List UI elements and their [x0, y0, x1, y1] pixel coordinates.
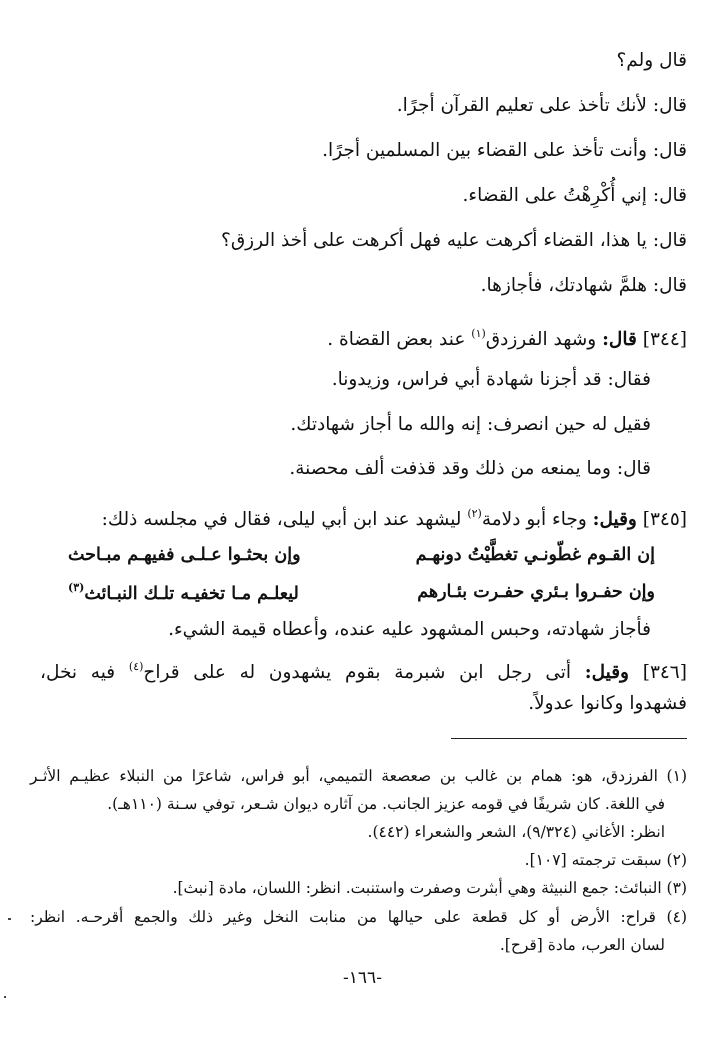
footnote-ref: (١) — [471, 327, 486, 340]
footnote-ref: (٢) — [467, 507, 482, 520]
text-line-1: قال ولم؟ — [616, 50, 687, 71]
footnote-3: (٣) النبائث: جمع النبيثة وهي أبثرت وصفرت واستنبت. انظر: اللسان، مادة [نبث]. — [172, 879, 687, 897]
entry-345 — [40, 500, 687, 534]
entry-text: فيه نخل، — [40, 662, 116, 683]
verse-2-first-hemistich: وإن حفـروا بـئري حفـرت بئـارهم — [417, 582, 655, 602]
entry-number: [٣٤٦] — [642, 662, 687, 683]
entry-text: عند بعض القضاة . — [327, 329, 466, 350]
entry-number: [٣٤٥] — [642, 509, 687, 530]
verse-1-second-hemistich: وإن بحثـوا عـلـى ففيهـم مبـاحث — [68, 545, 301, 565]
verse-text: ليعلـم مـا تخفيـه تلـك النبـائث — [84, 584, 299, 604]
entry-346 — [40, 653, 687, 687]
verse-1-first-hemistich: إن القـوم غطّونـي تغطَّيْتُ دونهـم — [415, 545, 655, 565]
footnote-ref: (٣) — [68, 581, 85, 594]
entry-keyword: وقيل: — [592, 509, 637, 530]
scan-speck — [8, 918, 11, 920]
text-line-10: قال: وما يمنعه من ذلك وقد قذفت ألف محصنة. — [289, 458, 651, 479]
text-line-4: قال: إني أُكْرِهْتُ على القضاء. — [462, 185, 687, 206]
entry-keyword: قال: — [602, 329, 637, 350]
footnote-separator — [451, 738, 687, 739]
footnote-1-cont: في اللغة. كان شريفًا في قومه عزيز الجانب. من آثاره ديوان شـعر، توفي سـنة (١١٠هـ). — [107, 795, 665, 813]
entry-text: وشهد الفرزدق — [485, 329, 597, 350]
text-line-14: فشهدوا وكانوا عدولاً. — [528, 693, 687, 714]
footnote-2: (٢) سبقت ترجمته [١٠٧]. — [524, 851, 687, 869]
footnote-ref: (٤) — [128, 660, 144, 673]
page-number: -١٦٦- — [343, 968, 382, 988]
entry-text: أتى رجل ابن شبرمة بقوم يشهدون له على قراح — [143, 662, 572, 683]
text-line-8: فقال: قد أجزنا شهادة أبي فراس، وزيدونا. — [331, 369, 651, 390]
text-line-3: قال: وأنت تأخذ على القضاء بين المسلمين أجرًا. — [322, 140, 687, 161]
text-line-9: فقيل له حين انصرف: إنه والله ما أجاز شهادتك. — [290, 414, 651, 435]
footnote-1-cont: انظر: الأغاني (٩/٣٢٤)، الشعر والشعراء (٤٤٢). — [367, 823, 665, 841]
footnote-4-cont: لسان العرب، مادة [قرح]. — [499, 936, 665, 954]
entry-text: وجاء أبو دلامة — [481, 509, 587, 530]
entry-344 — [40, 320, 687, 354]
text-line-2: قال: لأنك تأخذ على تعليم القرآن أجرًا. — [396, 95, 687, 116]
footnote-4: (٤) قراح: الأرض أو كل قطعة على حيالها من منابت النخل وغير ذلك والجمع أقرحـه. انظر: — [30, 908, 687, 926]
entry-keyword: وقيل: — [584, 662, 629, 683]
text-line-6: قال: هلمَّ شهادتك، فأجازها. — [480, 275, 687, 296]
verse-2-second-hemistich — [68, 575, 299, 607]
text-line-12: فأجاز شهادته، وحبس المشهود عليه عنده، وأعطاه قيمة الشيء. — [168, 619, 651, 640]
footnote-1: (١) الفرزدق، هو: همام بن غالب بن صعصعة التميمي، أبو فراس، شاعرًا من النبلاء عظيـم الأثـر — [30, 767, 687, 785]
scan-speck — [4, 996, 6, 998]
text-line-5: قال: يا هذا، القضاء أكرهت عليه فهل أكرهت على أخذ الرزق؟ — [221, 230, 687, 251]
entry-text: ليشهد عند ابن أبي ليلى، فقال في مجلسه ذلك: — [101, 509, 462, 530]
entry-number: [٣٤٤] — [642, 329, 687, 350]
